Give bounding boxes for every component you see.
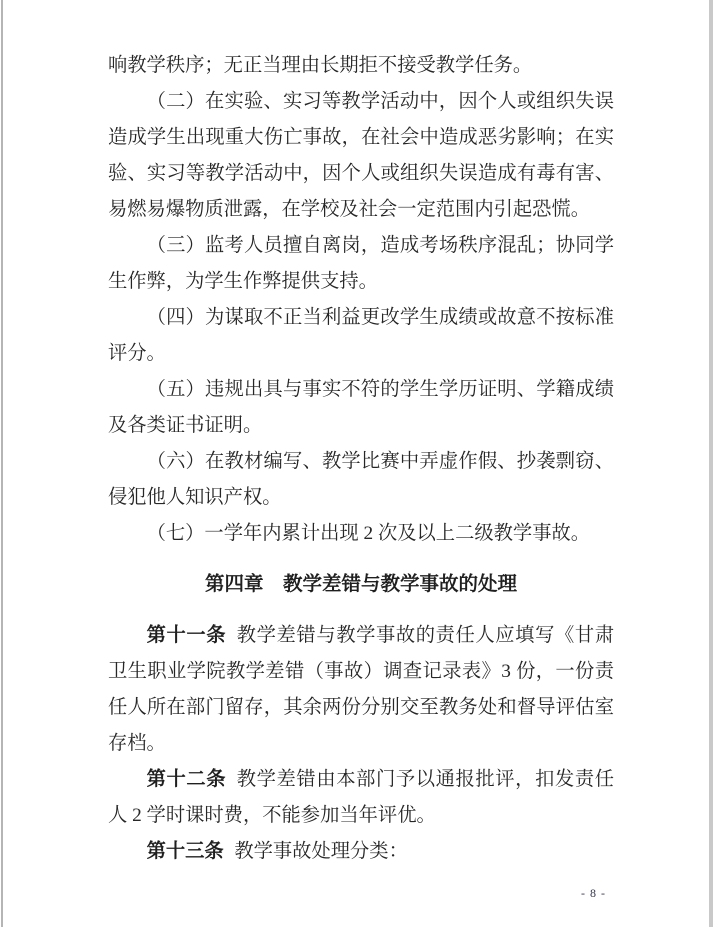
page-right-edge bbox=[709, 0, 713, 927]
article-11 bbox=[108, 618, 614, 762]
clause-item-4: （四）为谋取不正当利益更改学生成绩或故意不按标准评分。 bbox=[108, 307, 614, 364]
clause-item-2: （二）在实验、实习等教学活动中，因个人或组织失误造成学生出现重大伤亡事故，在社会中造成恶劣影响；在实验、实习等教学活动中，因个人或组织失误造成有毒有害、易燃易爆物质泄露，在学校及社会一定范围内引起恐慌。 bbox=[108, 91, 614, 220]
page-number: - 8 - bbox=[581, 886, 606, 900]
article-11-label: 第十一条 bbox=[146, 625, 227, 646]
clause-item-7: （七）一学年内累计出现 2 次及以上二级教学事故。 bbox=[146, 523, 591, 544]
article-12-text: 教学差错由本部门予以通报批评，扣发责任人 2 学时课时费，不能参加当年评优。 bbox=[108, 769, 615, 826]
article-12 bbox=[108, 762, 614, 834]
article-13-text: 教学事故处理分类： bbox=[234, 841, 408, 862]
article-13 bbox=[108, 834, 614, 870]
article-13-label: 第十三条 bbox=[146, 841, 224, 862]
chapter-heading: 第四章 教学差错与教学事故的处理 bbox=[204, 573, 517, 595]
article-11-text: 教学差错与教学事故的责任人应填写《甘肃卫生职业学院教学差错（事故）调查记录表》3 份，一份责任人所在部门留存，其余两份分别交至教务处和督导评估室存档。 bbox=[108, 625, 615, 754]
clause-item-6: （六）在教材编写、教学比赛中弄虚作假、抄袭剽窃、侵犯他人知识产权。 bbox=[108, 451, 614, 508]
page-left-edge bbox=[1, 0, 3, 927]
clause-item-5: （五）违规出具与事实不符的学生学历证明、学籍成绩及各类证书证明。 bbox=[108, 379, 614, 436]
clause-item-3: （三）监考人员擅自离岗，造成考场秩序混乱；协同学生作弊，为学生作弊提供支持。 bbox=[108, 235, 614, 292]
document-content bbox=[108, 48, 614, 870]
article-12-label: 第十二条 bbox=[146, 769, 227, 790]
paragraph-continuation: 响教学秩序；无正当理由长期拒不接受教学任务。 bbox=[108, 55, 533, 76]
